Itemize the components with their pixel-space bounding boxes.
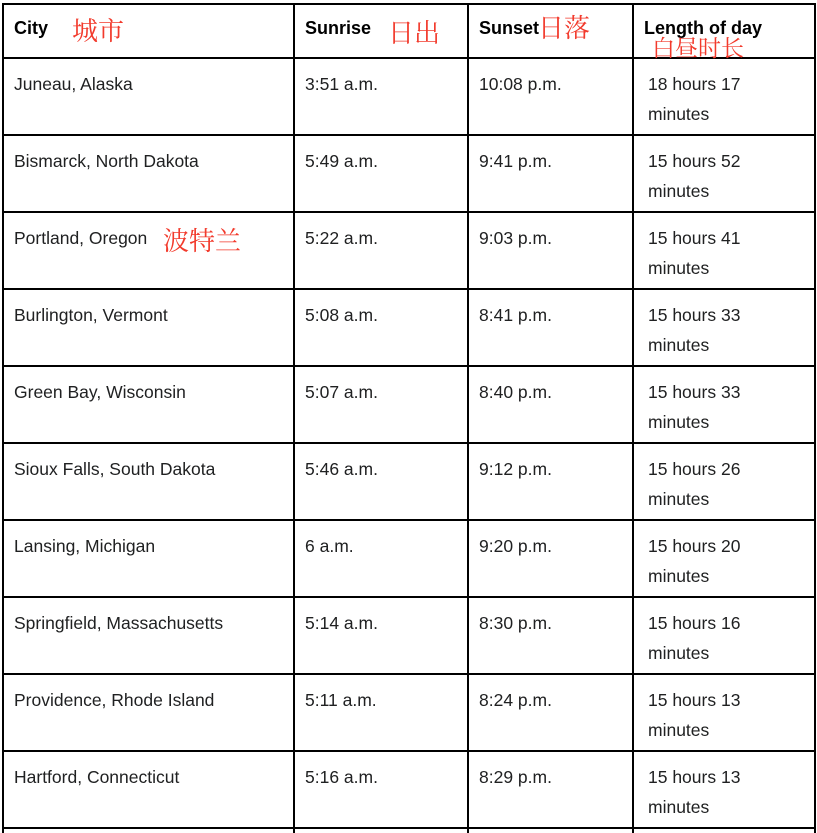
length-cell	[633, 674, 815, 751]
city-value: Green Bay, Wisconsin	[14, 382, 186, 402]
table-row	[3, 289, 815, 366]
length-header-label: Length of day	[644, 18, 762, 38]
sunrise-value: 5:07 a.m.	[305, 382, 378, 402]
city-header-label: City	[14, 18, 49, 38]
city-value: Burlington, Vermont	[14, 305, 168, 325]
sunrise-value: 5:22 a.m.	[305, 228, 378, 248]
sunset-cell	[468, 443, 633, 520]
length-cell	[633, 366, 815, 443]
sunset-cell	[468, 366, 633, 443]
sunrise-cn-annotation: 日出	[388, 18, 441, 48]
city-cell	[3, 366, 294, 443]
sunrise-value: 5:16 a.m.	[305, 767, 378, 787]
length-value: 15 hours 13 minutes	[648, 690, 741, 740]
sunset-cell	[468, 597, 633, 674]
length-value: 15 hours 13 minutes	[648, 767, 741, 817]
sunset-value: 9:20 p.m.	[479, 536, 552, 556]
city-cell	[3, 58, 294, 135]
city-value: Springfield, Massachusetts	[14, 613, 224, 633]
sunset-cell	[468, 674, 633, 751]
city-cell	[3, 289, 294, 366]
sunrise-cell	[294, 520, 468, 597]
sunset-value: 10:08 p.m.	[479, 74, 562, 94]
sunset-value: 8:24 p.m.	[479, 690, 552, 710]
length-cell	[633, 751, 815, 828]
sun-times-table	[2, 3, 816, 833]
length-cell	[633, 828, 815, 833]
sunrise-cell	[294, 597, 468, 674]
sunrise-value: 5:49 a.m.	[305, 151, 378, 171]
table-row	[3, 135, 815, 212]
portland-cn-annotation: 波特兰	[163, 226, 242, 256]
sunrise-cell	[294, 828, 468, 833]
length-cell	[633, 289, 815, 366]
column-header-sunrise	[294, 4, 468, 58]
sunset-cell	[468, 751, 633, 828]
sunrise-cell	[294, 289, 468, 366]
sunset-header-label: Sunset	[479, 18, 540, 38]
city-value: Hartford, Connecticut	[14, 767, 180, 787]
length-value: 15 hours 41 minutes	[648, 228, 741, 278]
city-value: Providence, Rhode Island	[14, 690, 215, 710]
length-cell	[633, 212, 815, 289]
sunset-cell	[468, 828, 633, 833]
city-cell	[3, 751, 294, 828]
sunrise-cell	[294, 135, 468, 212]
city-cell	[3, 212, 294, 289]
length-cell	[633, 58, 815, 135]
table-row	[3, 443, 815, 520]
sunset-value: 8:30 p.m.	[479, 613, 552, 633]
sunset-cell	[468, 58, 633, 135]
sunrise-cell	[294, 366, 468, 443]
table-row	[3, 597, 815, 674]
sunrise-cell	[294, 674, 468, 751]
table-row	[3, 751, 815, 828]
sunset-value: 9:41 p.m.	[479, 151, 552, 171]
sunrise-cell	[294, 751, 468, 828]
city-value: Bismarck, North Dakota	[14, 151, 199, 171]
city-value: Lansing, Michigan	[14, 536, 156, 556]
length-cell	[633, 443, 815, 520]
length-value: 18 hours 17 minutes	[648, 74, 741, 124]
city-value: Sioux Falls, South Dakota	[14, 459, 216, 479]
city-cell	[3, 135, 294, 212]
sunrise-value: 5:11 a.m.	[305, 690, 377, 710]
sunrise-value: 5:08 a.m.	[305, 305, 378, 325]
sunrise-value: 3:51 a.m.	[305, 74, 378, 94]
length-value: 15 hours 16 minutes	[648, 613, 741, 663]
sunset-value: 8:41 p.m.	[479, 305, 552, 325]
length-cell	[633, 520, 815, 597]
table-row	[3, 674, 815, 751]
sunset-value: 9:03 p.m.	[479, 228, 552, 248]
sunset-value: 8:40 p.m.	[479, 382, 552, 402]
length-cell	[633, 135, 815, 212]
sunrise-value: 5:46 a.m.	[305, 459, 378, 479]
table-row	[3, 520, 815, 597]
sunrise-value: 5:14 a.m.	[305, 613, 378, 633]
table-row	[3, 366, 815, 443]
sunset-cn-annotation: 日落	[538, 13, 591, 43]
city-cn-annotation: 城市	[72, 16, 125, 46]
sunset-cell	[468, 135, 633, 212]
table-row	[3, 58, 815, 135]
city-value: Juneau, Alaska	[14, 74, 133, 94]
sunset-value: 8:29 p.m.	[479, 767, 552, 787]
length-value: 15 hours 26 minutes	[648, 459, 741, 509]
sunrise-cell	[294, 212, 468, 289]
city-cell	[3, 674, 294, 751]
sunrise-value: 6 a.m.	[305, 536, 354, 556]
length-of-day-cn-annotation: 白昼时长	[652, 35, 744, 61]
city-value: Portland, Oregon	[14, 228, 148, 248]
city-cell	[3, 520, 294, 597]
sunset-value: 9:12 p.m.	[479, 459, 552, 479]
sunrise-header-label: Sunrise	[305, 18, 372, 38]
length-value: 15 hours 33 minutes	[648, 305, 741, 355]
city-cell	[3, 828, 294, 833]
table-row-clipped	[3, 828, 815, 833]
city-cell	[3, 443, 294, 520]
length-value: 15 hours 33 minutes	[648, 382, 741, 432]
city-cell	[3, 597, 294, 674]
sunset-cell	[468, 289, 633, 366]
sunrise-cell	[294, 443, 468, 520]
length-cell	[633, 597, 815, 674]
length-value: 15 hours 52 minutes	[648, 151, 741, 201]
sunset-cell	[468, 212, 633, 289]
length-value: 15 hours 20 minutes	[648, 536, 741, 586]
column-header-city	[3, 4, 294, 58]
table-row	[3, 212, 815, 289]
sunset-cell	[468, 520, 633, 597]
sunrise-cell	[294, 58, 468, 135]
